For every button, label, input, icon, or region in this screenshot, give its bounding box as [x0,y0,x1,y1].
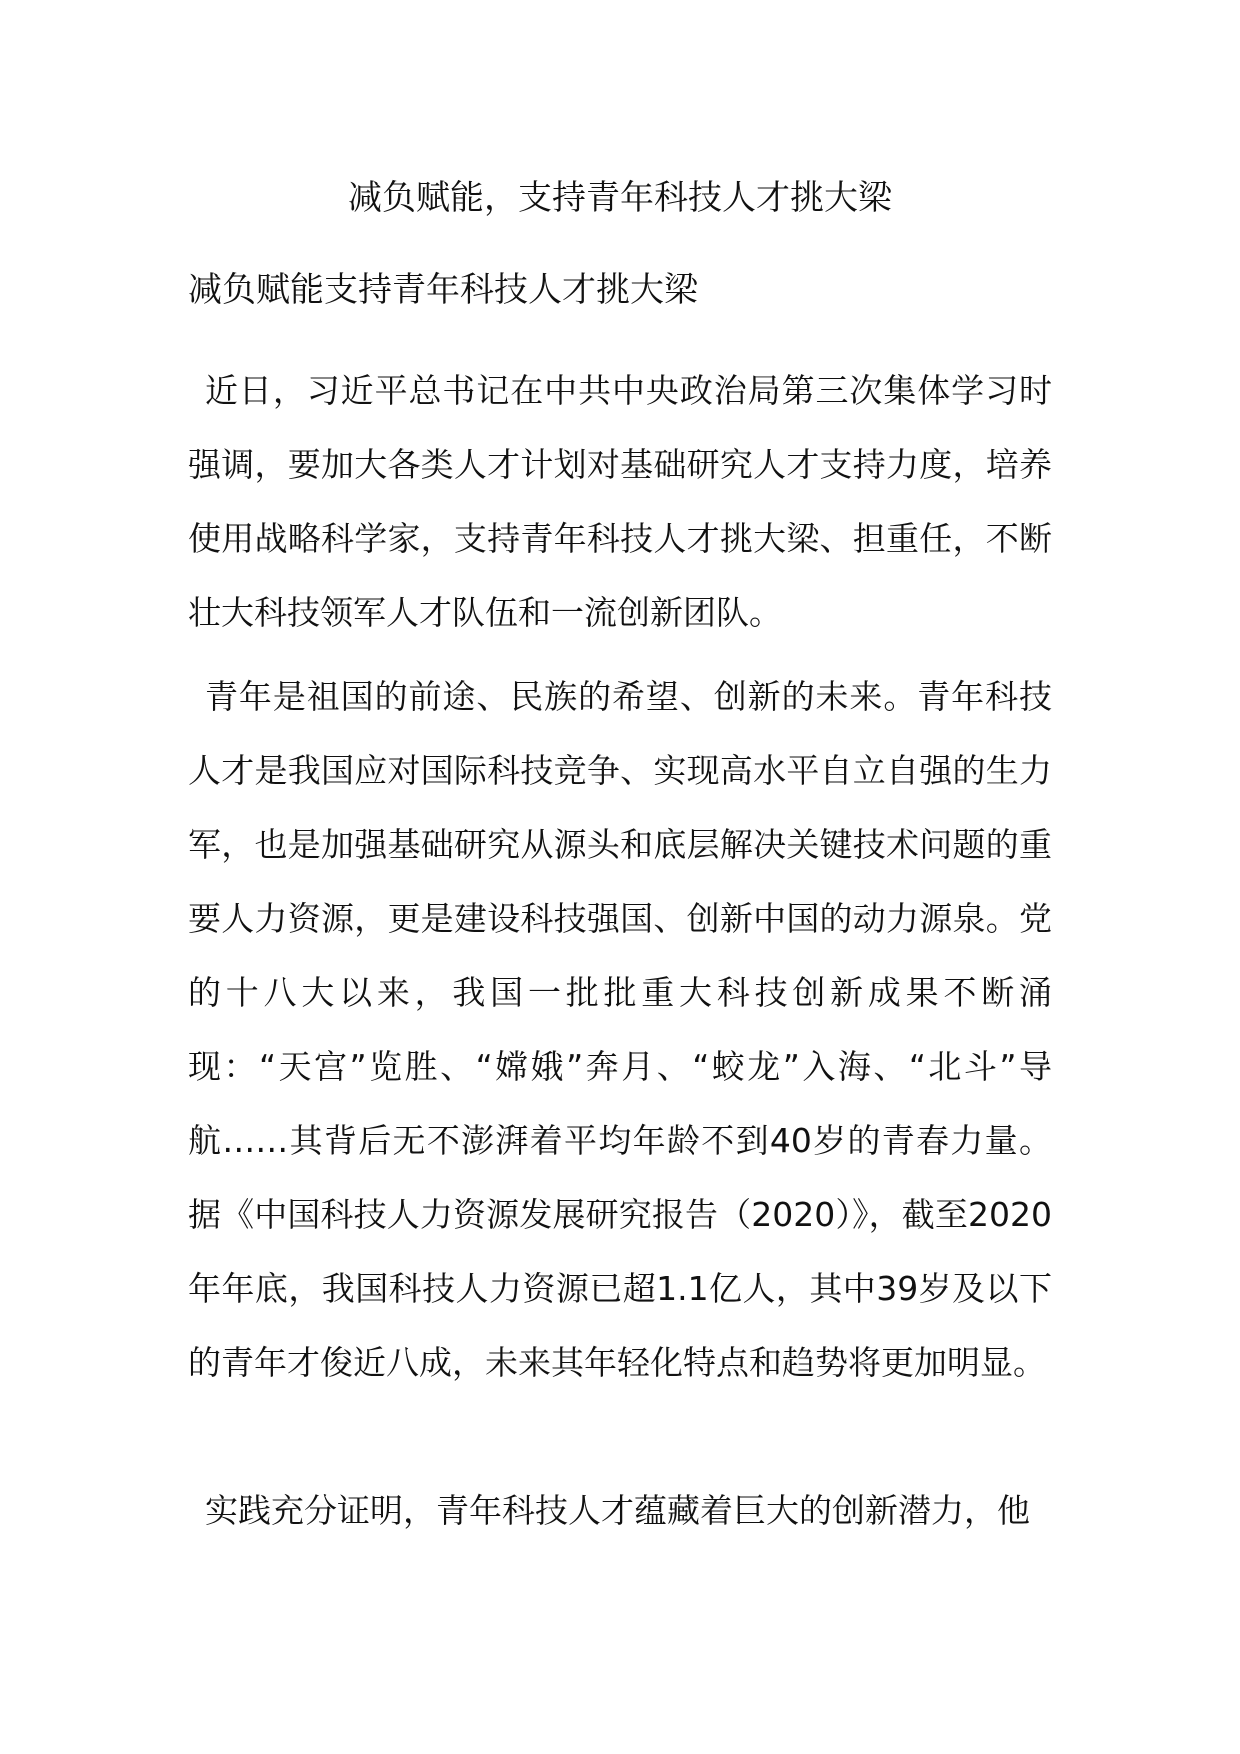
paragraph-2: 青年是祖国的前途、民族的希望、创新的未来。青年科技人才是我国应对国际科技竞争、实现高水平自立自强的生力军，也是加强基础研究从源头和底层解决关键技术问题的重要人力资源，更是建设科技强国、创新中国的动力源泉。党的十八大以来，我国一批批重大科技创新成果不断涌现：“天宫”览胜、“嫦娥”奔月、“蛟龙”入海、“北斗”导航……其背后无不澎湃着平均年龄不到40岁的青春力量。据《中国科技人力资源发展研究报告（2020）》，截至2020年年底，我国科技人力资源已超1.1亿人，其中39岁及以下的青年才俊近八成，未来其年轻化特点和趋势将更加明显。 [188,677,1052,1382]
paragraph-1: 近日，习近平总书记在中共中央政治局第三次集体学习时强调，要加大各类人才计划对基础研究人才支持力度，培养使用战略科学家，支持青年科技人才挑大梁、担重任，不断壮大科技领军人才队伍和一流创新团队。 [188,371,1052,632]
document-subtitle: 减负赋能支持青年科技人才挑大梁 [188,270,698,310]
document-title: 减负赋能，支持青年科技人才挑大梁 [348,178,892,218]
paragraph-3: 实践充分证明，青年科技人才蕴藏着巨大的创新潜力，他 [205,1491,1030,1530]
